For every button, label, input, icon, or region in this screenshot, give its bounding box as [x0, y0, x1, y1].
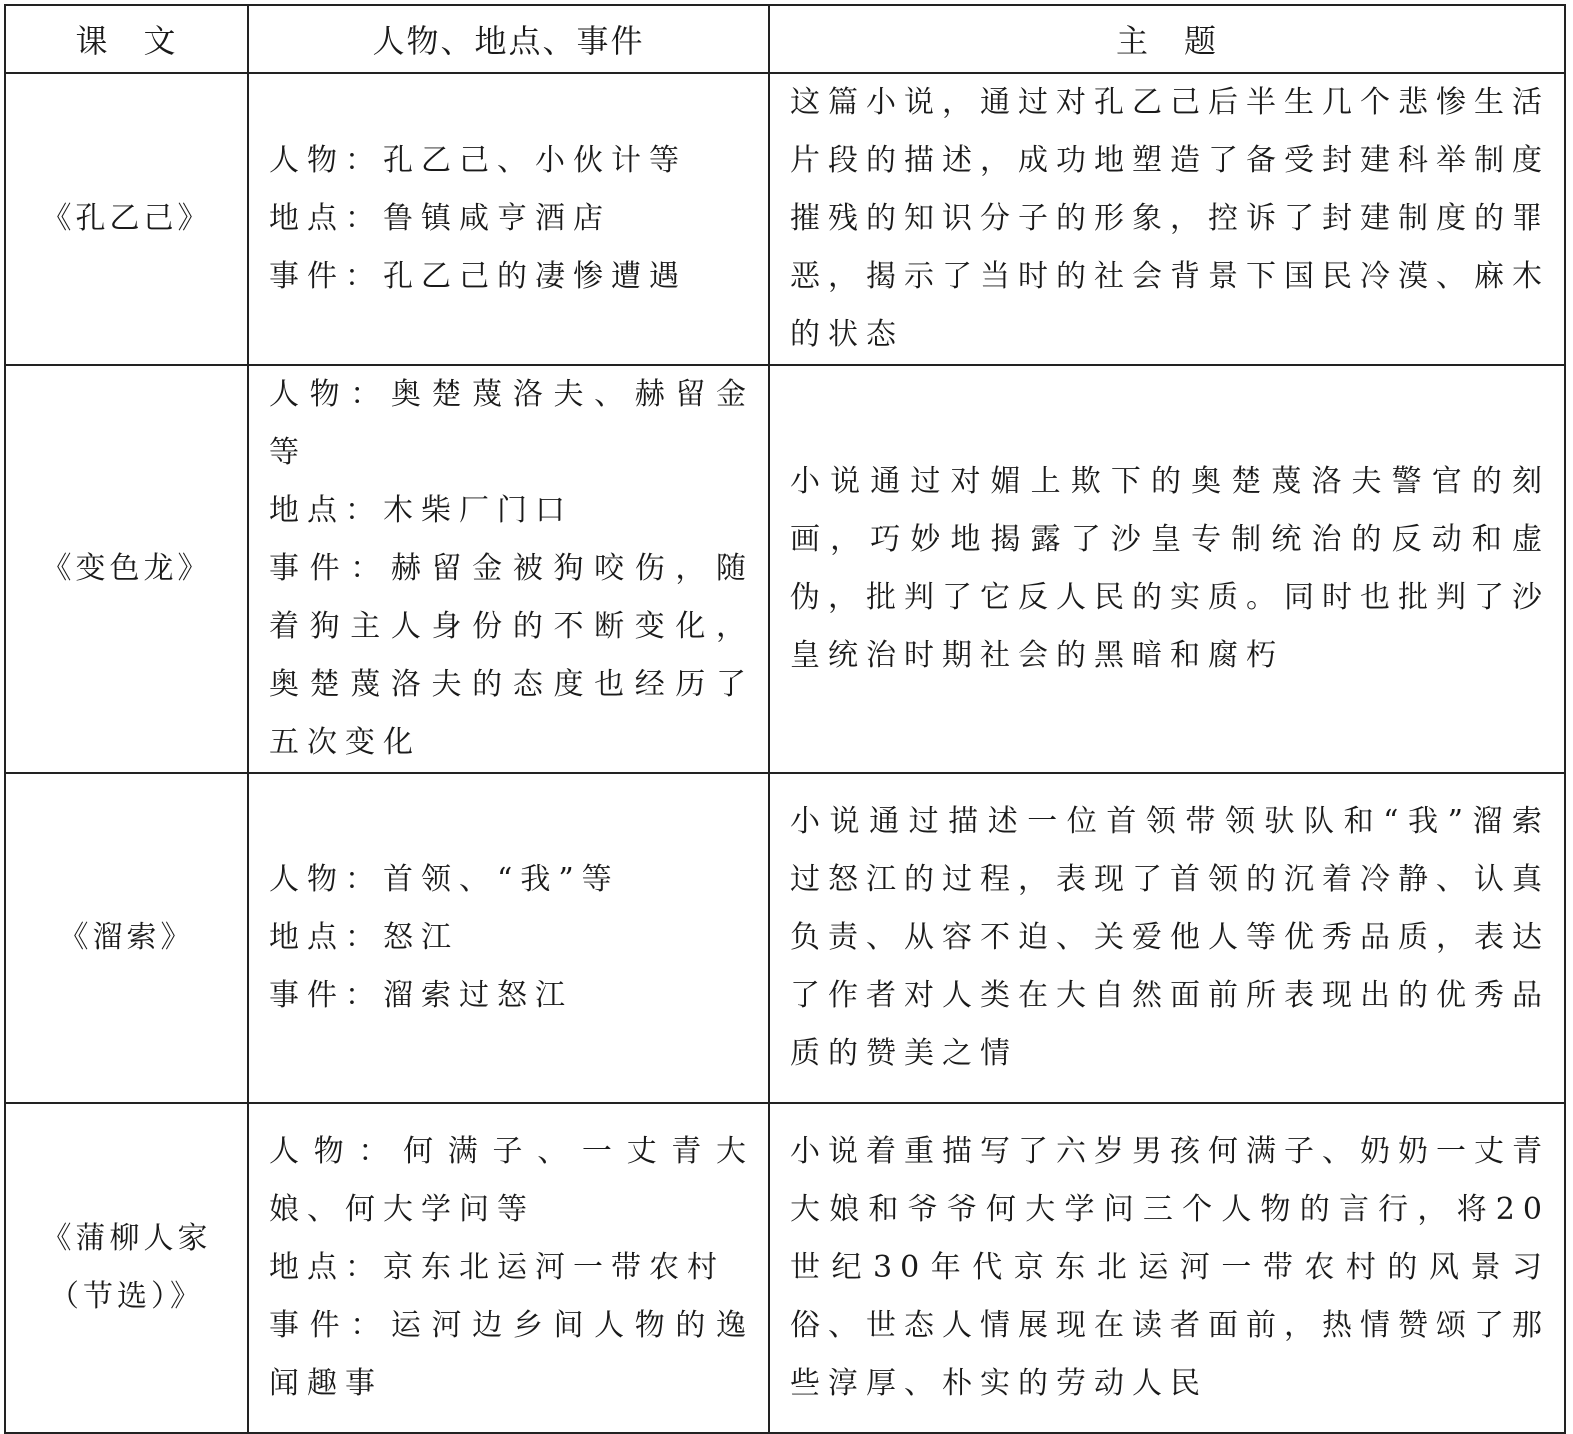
lesson-info-cell [248, 773, 769, 1103]
info-characters: 人物：首领、“我”等 [269, 862, 620, 897]
info-characters: 人物：孔乙己、小伙计等 [269, 143, 687, 178]
lesson-title-cell [5, 1103, 248, 1433]
info-place: 地点：木柴厂门口 [269, 493, 573, 528]
table-row [5, 1103, 1565, 1433]
info-place: 地点：鲁镇咸亨酒店 [269, 201, 611, 236]
header-lesson: 课 文 [5, 5, 248, 73]
info-event: 事件：运河边乡间人物的逸闻趣事 [269, 1308, 754, 1401]
info-event: 事件：溜索过怒江 [269, 978, 573, 1013]
lesson-theme: 小说通过描述一位首领带领驮队和“我”溜索过怒江的过程，表现了首领的沉着冷静、认真负责、从容不迫、关爱他人等优秀品质，表达了作者对人类在大自然面前所表现出的优秀品质的赞美之情 [769, 773, 1565, 1103]
lesson-title-line-2: （节选）》 [49, 1279, 204, 1314]
lesson-theme: 小说通过对媚上欺下的奥楚蔑洛夫警官的刻画，巧妙地揭露了沙皇专制统治的反动和虚伪，批判了它反人民的实质。同时也批判了沙皇统治时期社会的黑暗和腐朽 [769, 365, 1565, 773]
info-characters: 人物：奥楚蔑洛夫、赫留金等 [269, 377, 754, 470]
info-characters: 人物：何满子、一丈青大娘、何大学问等 [269, 1134, 754, 1227]
lesson-title-line-1: 《蒲柳人家 [41, 1221, 212, 1256]
table-header-row [5, 5, 1565, 73]
lesson-info-cell [248, 73, 769, 365]
lesson-theme: 小说着重描写了六岁男孩何满子、奶奶一丈青大娘和爷爷何大学问三个人物的言行，将20世纪30年代京东北运河一带农村的风景习俗、世态人情展现在读者面前，热情赞颂了那些淳厚、朴实的劳动人民 [769, 1103, 1565, 1433]
lesson-title-cell [5, 73, 248, 365]
lesson-title: 《变色龙》 [41, 551, 212, 586]
lesson-title: 《孔乙己》 [41, 201, 212, 236]
lesson-title: 《溜索》 [58, 920, 195, 955]
info-event: 事件：孔乙己的凄惨遭遇 [269, 259, 687, 294]
info-place: 地点：京东北运河一带农村 [269, 1250, 725, 1285]
table-row [5, 365, 1565, 773]
lesson-info-cell [248, 365, 769, 773]
lesson-title-cell [5, 365, 248, 773]
lesson-theme: 这篇小说，通过对孔乙己后半生几个悲惨生活片段的描述，成功地塑造了备受封建科举制度摧残的知识分子的形象，控诉了封建制度的罪恶，揭示了当时的社会背景下国民冷漠、麻木的状态 [769, 73, 1565, 365]
table-row [5, 773, 1565, 1103]
info-event: 事件：赫留金被狗咬伤，随着狗主人身份的不断变化，奥楚蔑洛夫的态度也经历了五次变化 [269, 551, 754, 760]
info-place: 地点：怒江 [269, 920, 459, 955]
table-row [5, 73, 1565, 365]
lesson-title-cell [5, 773, 248, 1103]
lesson-info-cell [248, 1103, 769, 1433]
lesson-summary-table [4, 4, 1566, 1434]
header-characters-place-event: 人物、地点、事件 [248, 5, 769, 73]
header-theme: 主 题 [769, 5, 1565, 73]
